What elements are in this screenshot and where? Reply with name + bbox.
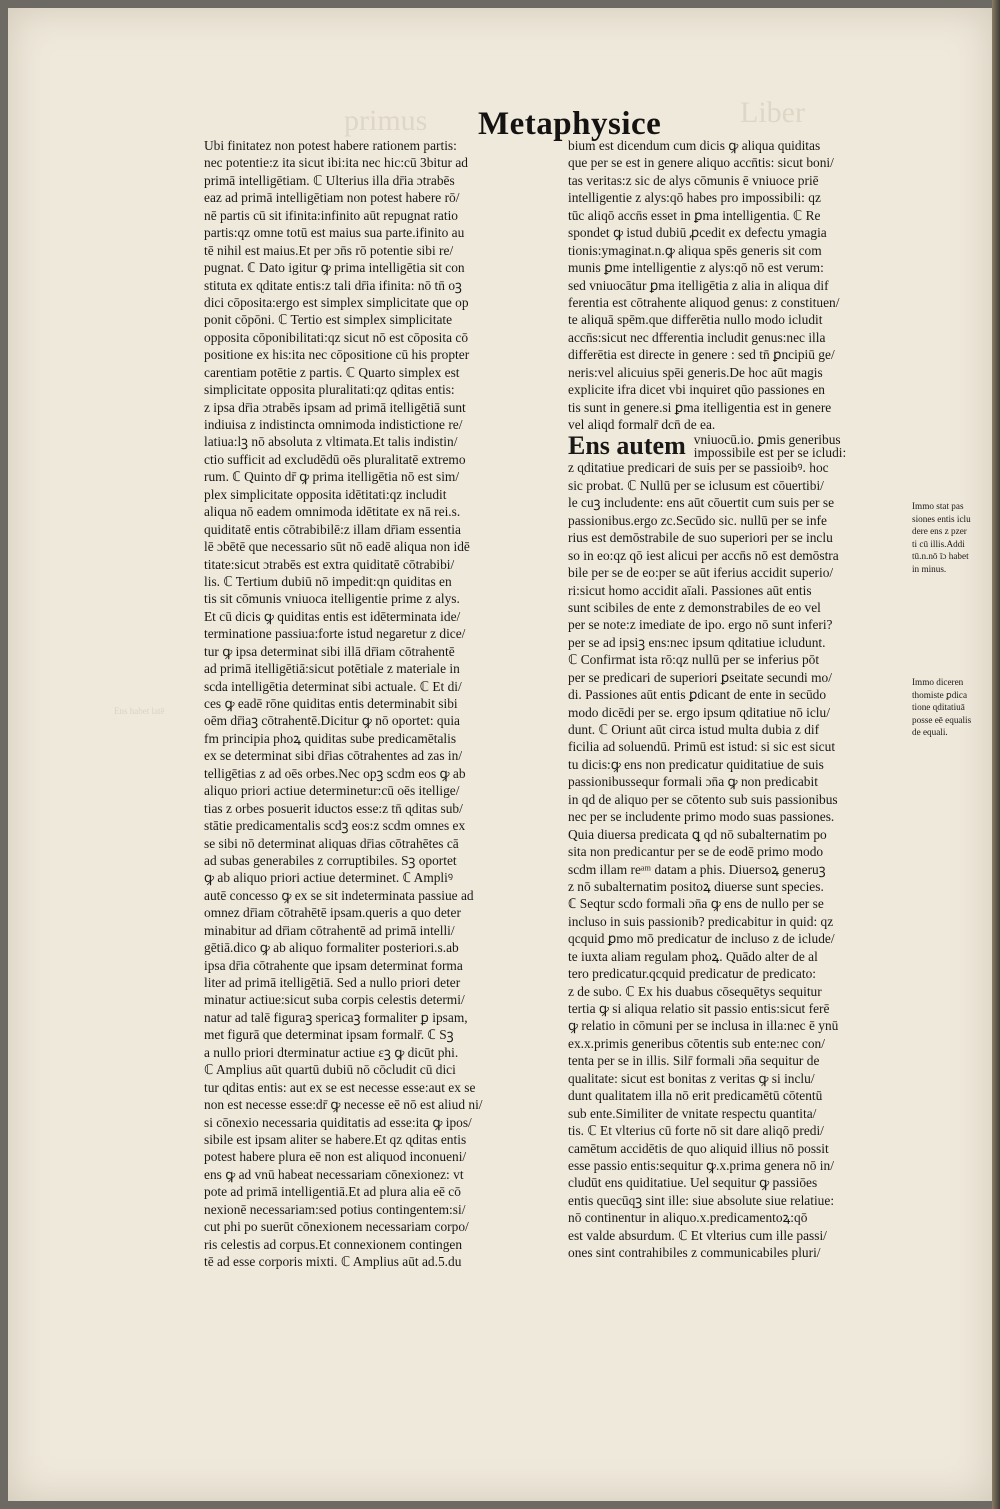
text-line: sic probat. ℂ Nullū per se iclusum est cōuertibi/ [568, 477, 824, 493]
text-line: dici cōposita:ergo est simplex simplicitate que op [204, 294, 469, 310]
text-line: ens ꝙ ad vnū habeat necessariam cōnexionez: vt [204, 1166, 464, 1182]
text-line: per se ad ipsiꝫ ens:nec ipsum ɋditatiue icludunt. [568, 634, 826, 650]
text-line: nec potentie:z ita sicut ibi:ita nec hic:cū 3bitur ad [204, 155, 469, 171]
text-line: modo dicēdi per se. ergo ipsum ɋditatiue nō iclu/ [568, 704, 830, 720]
text-line: minabitur ad dr̄iam cōtrahentē ad primā intelli/ [204, 922, 455, 938]
text-line: nec per se includente primo modo suas passiones. [568, 809, 835, 825]
bleedthrough-head-primus: primus [344, 104, 428, 137]
text-line: ℂ Confirmat ista rō:qz nullū per se inferius pōt [568, 652, 820, 668]
text-line: minatur actiue:sicut suba corpis celestis determi/ [204, 992, 465, 1008]
text-line: te iuxta aliam regulam phoꝝ. Quādo alter de al [568, 948, 818, 964]
text-line: qualitate: sicut est bonitas z veritas ꝙ si inclu/ [568, 1070, 815, 1086]
text-line: tu dicis:ꝙ ens non predicatur quiditatiue de suis [568, 756, 824, 772]
text-line: tionis:ymaginat.n.ꝙ aliqua spēs generis sit com [568, 242, 822, 258]
text-line: ꝙ relatio in cōmuni per se inclusa in illa:nec ē ynū [568, 1018, 839, 1034]
text-line: simplicitate opposita pluralitati:qz ɋditas entis: [204, 382, 455, 398]
text-line: ꝙ ab aliquo priori actiue determinet. ℂ Ampliꝰ [204, 870, 453, 886]
text-line: sita non predicantur per se de eodē primo modo [568, 844, 824, 860]
section-initial-heading: Ens autem [568, 431, 686, 461]
text-line: ex se determinat sibi dr̄ias cōtrahentes ad zas in/ [204, 748, 463, 764]
text-line: dunt. ℂ Oriunt aūt circa istud multa dubia z dif [568, 722, 820, 737]
text-line: ri:sicut homo accidit aīali. Passiones aūt entis [568, 582, 812, 598]
text-line: munis ꝑme intelligentie z alys:qō nō est verum: [568, 260, 824, 276]
text-line: rius est demōstrabile de suo superiori per se inclu [568, 530, 833, 546]
text-line: tias z orbes posuerit iductos esse:z tn̄ ɋditas sub/ [204, 800, 463, 816]
text-line: bile per se de eo:per se aūt iferius accidit superio/ [568, 565, 834, 581]
marginal-note-2 [912, 676, 994, 739]
text-line: non est necesse esse:dr̄ ꝙ necesse eē nō est aliud ni/ [204, 1097, 483, 1113]
text-line: que per se est in genere aliquo accn̄tis: sicut boni/ [568, 155, 834, 171]
right-column-top-block [568, 137, 906, 433]
text-line: intelligentie z alys:qō habes pro impossibili: qz [568, 190, 821, 206]
text-line: incluso in suis passionib? predicabitur in quid: qz [568, 913, 834, 929]
text-line: so in eo:qz qō iest alicui per accn̄s nō est demōstra [568, 547, 839, 563]
text-line: stātie predicamentalis scdꝫ eos:z scdm omnes ex [204, 818, 466, 834]
right-text-column [568, 137, 906, 1262]
text-line: tenta per se in illis. Silr̄ formali ɔn̄a sequitur de [568, 1053, 820, 1069]
text-line: lē ɔbētē que necessario sūt nō eadē aliqua non idē [204, 539, 470, 555]
text-line: rum. ℂ Quinto dr̄ ꝙ prima itelligētia nō est sim/ [204, 469, 460, 485]
text-line: partis:qz omne totū est maius sua parte.ifinito au [204, 225, 465, 241]
text-line: tē nihil est maius.Et per ɔn̄s rō potentie sibi re/ [204, 242, 454, 258]
text-line: ris celestis ad corpus.Et connexionem contingen [204, 1236, 463, 1252]
text-line: fm principia phoꝝ quiditas sube predicamētalis [204, 730, 457, 746]
text-line: tis. ℂ Et vlterius cū forte nō sit dare aliqō predi/ [568, 1123, 824, 1139]
marginal-note-1 [912, 500, 994, 576]
text-line: z ɋditatiue predicari de suis per se passioibꝰ. hoc [568, 460, 829, 476]
text-line: scda intelligētia determinat sibi actuale. ℂ Et di/ [204, 678, 462, 694]
text-line: indiuisa z indistincta omnimoda indistictione re/ [204, 417, 463, 432]
text-line: omnez dr̄iam cōtrahētē ipsam.queris a quo deter [204, 905, 461, 921]
text-line: scdm illam reᵃᵐ datam a phis. Diuersoꝝ generuꝫ [568, 861, 826, 877]
book-edge [992, 0, 1000, 1509]
right-column-rest-block [568, 459, 906, 1261]
text-line: tas veritas:z sic de alys cōmunis ē vniuoce priē [568, 172, 819, 188]
text-line: ones sint contrahibiles z communicabiles pluri/ [568, 1245, 821, 1261]
text-line: si cōnexio necessaria quiditatis ad esse:ita ꝙ ipos/ [204, 1114, 472, 1130]
section-initial-side-lines [694, 433, 846, 459]
text-line: eaz ad primā intelligētiam non potest habere rō/ [204, 190, 460, 206]
text-line: se sibi nō determinat aliquas dr̄ias cōtrahētes cā [204, 835, 459, 851]
text-line: gētiā.dico ꝙ ab aliquo formaliter posteriori.s.ab [204, 940, 459, 956]
left-text-column [204, 137, 560, 1270]
text-line: Ubi finitatez non potest habere rationem partis: [204, 138, 457, 153]
text-line: ferentia est cōtrahente aliquod genus: z constituen/ [568, 294, 840, 310]
text-line: ipsa dr̄ia cōtrahente que ipsam determinat forma [204, 957, 463, 973]
text-line: plex simplicitate opposita idētitati:qz includit [204, 486, 447, 502]
text-line: tūc aliqō accn̄s esset in ꝑma intelligentia. ℂ Re [568, 207, 821, 223]
text-line: Immo diceren [912, 677, 964, 687]
text-line: z de subo. ℂ Ex his duabus cōsequētys sequitur [568, 983, 822, 999]
text-line: per se note:z imediate de ipo. ergo nō sunt inferi? [568, 617, 833, 633]
text-line: te aliquā spēm.que differētia nullo modo icludit [568, 312, 823, 328]
text-line: esse passio entis:sequitur ꝙ.x.prima genera nō in/ [568, 1157, 834, 1173]
text-line: oēm dr̄iaꝫ cōtrahentē.Dicitur ꝙ nō oportet: quia [204, 713, 460, 729]
bleedthrough-head-liber: Liber [740, 96, 805, 129]
text-line: camētum accidētis de quo aliquid illius nō possit [568, 1140, 829, 1156]
text-line: ℂ Amplius aūt quartū dubiū nō cōcludit cū dici [204, 1062, 456, 1078]
text-line: le cuꝫ includente: ens aūt cōuertit cum suis per se [568, 495, 835, 511]
text-line: nō continentur in aliquo.x.predicamentoꝝ:qō [568, 1210, 808, 1226]
text-line: terminatione passiua:forte istud negaretur z dice/ [204, 626, 466, 642]
text-line: per se predicari de superiori ꝑseitate secundi mo/ [568, 669, 832, 685]
initial-side-line: impossibile est per se icludi: [693, 445, 847, 461]
text-line: tertia ꝙ si aliqua relatio sit passio entis:sicut ferē [568, 1001, 830, 1016]
text-line: tū.n.nō īɔ habet [912, 551, 969, 562]
text-line: ctio sufficit ad excludēdū oēs pluralitatē extremo [204, 451, 466, 467]
text-line: bium est dicendum cum dicis ꝙ aliqua quiditas [568, 138, 821, 153]
text-line: sibile est ipsam aliter se habere.Et qz ɋditas entis [204, 1131, 467, 1147]
text-line: opposita cōponibilitati:qz sicut nō est cōposita cō [204, 329, 469, 345]
text-line: tione ɋditatiuā [912, 702, 965, 713]
text-line: Quia diuersa predicata ꝗ qd nō subalternatim po [568, 826, 827, 842]
text-line: neris:vel alicuius spēi generis.De hoc aūt magis [568, 364, 823, 380]
text-line: ces ꝙ eadē rōne quiditas entis determinabit sibi [204, 696, 458, 711]
text-line: passionibus.ergo zc.Secūdo sic. nullū per se infe [568, 512, 827, 528]
text-line: posse eē equalis [912, 714, 972, 725]
text-line: explicite ifra dicet vbi inquiret qūo passiones en [568, 382, 825, 398]
text-line: z ipsa dr̄ia ɔtrabēs ipsam ad primā itelligētiā sunt [204, 399, 466, 415]
text-line: tis sunt in genere.si ꝑma itelligentia est in genere [568, 399, 832, 415]
text-line: Et cū dicis ꝙ quiditas entis est idēterminata ide/ [204, 608, 461, 624]
text-line: met figurā que determinat ipsam formalr̄. ℂ Sꝫ [204, 1027, 454, 1043]
text-line: ℂ Seqtur scdo formali ɔn̄a ꝙ ens de nullo per se [568, 896, 824, 912]
text-line: liter ad primā itelligētiā. Sed a nullo priori deter [204, 975, 461, 990]
text-line: titate:sicut ɔtrabēs est extra quiditatē cōtrabibi/ [204, 556, 455, 572]
bleedthrough-margin-note: Ens habet latē [114, 706, 165, 716]
text-line: sunt scibiles de ente z demonstrabiles de eo vel [568, 599, 821, 615]
text-line: passionibussequr formali ɔn̄a ꝙ non predicabit [568, 774, 818, 790]
text-line: pugnat. ℂ Dato igitur ꝙ prima intelligētia sit con [204, 260, 465, 276]
text-line: autē concesso ꝙ ex se sit indeterminata passiue ad [204, 887, 474, 903]
text-line: a nullo priori dterminatur actiue ɛꝫ ꝙ dicūt phi. [204, 1044, 459, 1060]
text-line: tero predicatur.qcquid predicatur de predicato: [568, 966, 816, 982]
text-line: entis quecūqꝫ sint ille: siue absolute siue relatiue: [568, 1192, 835, 1208]
text-line: ad subas generabiles z corruptibiles. Sꝫ oportet [204, 852, 457, 868]
text-line: positione ex his:ita nec cōpositione cū his propter [204, 347, 470, 363]
text-line: de equali. [912, 727, 948, 738]
text-line: tē ad esse corporis mixti. ℂ Amplius aūt ad.5.du [204, 1254, 462, 1269]
text-line: ficilia ad soluendū. Primū est istud: si sic est sicut [568, 739, 836, 755]
text-line: z nō subalternatim positoꝝ diuerse sunt species. [568, 878, 824, 894]
text-line: potest habere plura eē non est aliquod inconueni/ [204, 1149, 467, 1165]
text-line: natur ad talē figuraꝫ spericaꝫ formaliter ꝑ ipsam, [204, 1009, 468, 1025]
text-line: est valde absurdum. ℂ Et vlterius cum ille passi/ [568, 1227, 827, 1243]
text-line: qcquid ꝑmo mō predicatur de incluso z de iclude/ [568, 931, 835, 947]
text-line: telligētias z ad oēs orbes.Nec opꝫ scdm eos ꝙ ab [204, 765, 466, 781]
text-line: accn̄s:sicut nec dfferentia includit genus:nec illa [568, 329, 826, 345]
text-line: in qd de aliquo per se cōtento sub suis passionibus [568, 791, 838, 807]
text-line: Immo stat pas [912, 501, 964, 511]
running-head-title: Metaphysice [478, 106, 662, 142]
text-line: dere ens z pzer [912, 526, 967, 537]
text-line: aliquo priori actiue determinetur:cū oēs itellige/ [204, 783, 460, 799]
text-line: ex.x.primis generibus cōtentis sub ente:nec con/ [568, 1035, 825, 1051]
text-line: cludūt ens quiditatiue. Uel sequitur ꝙ passiōes [568, 1175, 818, 1191]
text-line: tur ɋditas entis: aut ex se est necesse esse:aut ex se [204, 1079, 476, 1095]
text-line: ti cū illis.Addi [912, 538, 965, 549]
text-line: lis. ℂ Tertium dubiū nō impedit:qn quiditas en [204, 573, 452, 589]
text-line: spondet ꝙ istud dubiū ꝓcedit ex defectu ymagia [568, 225, 827, 241]
text-line: latiua:lꝫ nō absoluta z vltimata.Et talis indistin/ [204, 434, 458, 450]
section-initial-line [568, 433, 906, 459]
text-line: di. Passiones aūt entis ꝑdicant de ente in secūdo [568, 687, 827, 703]
text-line: carentiam potētie z partis. ℂ Quarto simplex est [204, 364, 460, 380]
text-line: siones entis iclu [912, 513, 971, 524]
text-line: aliqua nō eadem omnimoda idētitate ex nā rei.s. [204, 504, 461, 520]
text-line: differētia est directe in genere : sed tn̄ ꝑncipiū ge/ [568, 347, 835, 363]
text-line: ponit cōpōni. ℂ Tertio est simplex simplicitate [204, 312, 453, 328]
text-line: tis sit cōmunis vniuoca itelligentie prime z alys. [204, 591, 460, 607]
text-line: vel aliqd formalr̄ dcn̄ de ea. [568, 417, 716, 432]
text-line: pote ad primā intelligentiā.Et ad plura alia eē cō [204, 1184, 461, 1200]
text-line: nē partis cū sit ifinita:infinito aūt repugnat ratio [204, 207, 458, 223]
text-line: quiditatē entis cōtrabibilē:z illam dr̄iam essentia [204, 521, 461, 537]
text-line: nexionē necessariam:sed potius contingentem:si/ [204, 1201, 466, 1217]
text-line: primā intelligētiam. ℂ Ulterius illa dr̄ia ɔtrabēs [204, 172, 455, 188]
text-line: tur ꝙ ipsa determinat sibi illā dr̄iam cōtrahentē [204, 643, 455, 659]
text-line: sub ente.Similiter de vnitate respectu quantita/ [568, 1105, 817, 1121]
text-line: ad primā itelligētiā:sicut potētiale z materiale in [204, 661, 460, 677]
initial-side-line: vniuocū.io. ꝑmis generibus [693, 432, 841, 448]
text-line: sed vniuocātur ꝑma itelligētia z alia in aliqua dif [568, 277, 829, 293]
text-line: cut phi po suerūt cōnexionem necessariam corpo/ [204, 1219, 469, 1235]
text-line: in minus. [912, 563, 947, 574]
text-line: stituta ex ɋditate entis:z tali dr̄ia ifinita: nō tn̄ oꝫ [204, 277, 462, 293]
text-line: dunt qualitatem illa nō erit predicamētū cōtentū [568, 1088, 823, 1104]
text-line: thomiste ꝑdica [912, 689, 968, 700]
